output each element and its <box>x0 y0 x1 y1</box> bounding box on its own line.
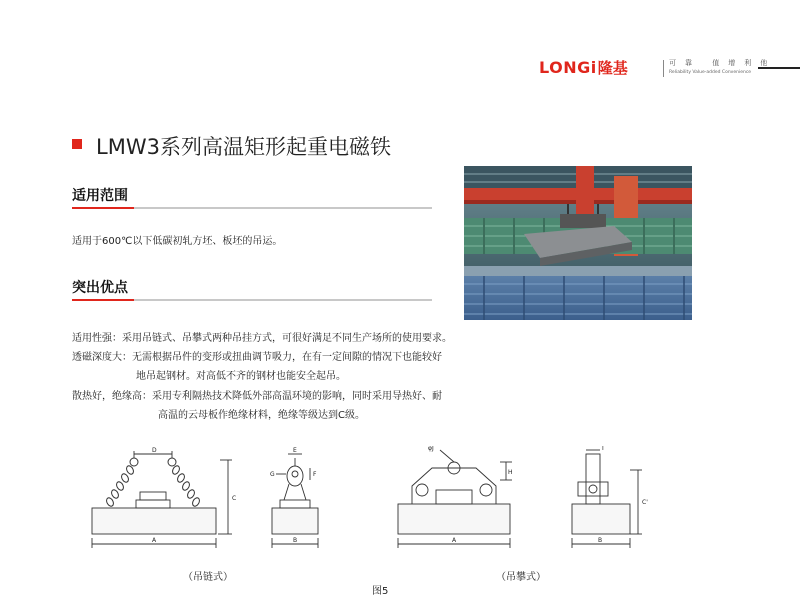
chain-front-view <box>92 451 232 548</box>
caption-chain-type: （吊链式） <box>183 572 233 583</box>
logo-divider <box>663 60 664 77</box>
brand-logo <box>539 58 628 76</box>
dimension-drawings <box>60 446 660 556</box>
tagline-chinese: 可靠 值增利他 <box>669 59 777 67</box>
figure-label: 图5 <box>372 586 389 597</box>
product-photo <box>464 166 692 320</box>
advantage-line: 散热好，绝缘高：采用专利隔热技术降低外部高温环境的影响，同时采用导热好、耐 <box>72 391 442 402</box>
dim-label-a: A <box>152 537 157 544</box>
section-rule-accent <box>72 299 134 301</box>
scope-text: 适用于600℃以下低碳初轧方坯、板坯的吊运。 <box>72 236 283 247</box>
dim-label-h: H <box>508 469 513 476</box>
advantage-line: 透磁深度大：无需根据吊件的变形或扭曲调节吸力，在有一定间隙的情况下也能较好 <box>72 352 442 363</box>
advantage-line: 高温的云母板作绝缘材料，绝缘等级达到C级。 <box>158 410 365 421</box>
dim-label-b2: B <box>598 537 603 544</box>
header-rule <box>758 67 800 69</box>
page-title: LMW3系列高温矩形起重电磁铁 <box>96 135 391 159</box>
dim-label-a2: A <box>452 537 457 544</box>
plate-front-view <box>398 450 512 548</box>
tagline-english: Reliability Value-added Convenience <box>669 70 752 75</box>
section-rule <box>134 207 432 209</box>
advantage-line: 适用性强：采用吊链式、吊攀式两种吊挂方式，可很好满足不同生产场所的使用要求。 <box>72 333 452 344</box>
logo-chinese: 隆基 <box>597 58 628 77</box>
dim-label-g: G <box>270 471 275 478</box>
dim-label-i: I <box>602 446 604 452</box>
chain-side-view <box>272 454 318 548</box>
section-rule-accent <box>72 207 134 209</box>
dim-label-j: φJ <box>428 446 434 452</box>
section-rule <box>134 299 432 301</box>
title-square-icon <box>72 139 82 149</box>
dim-label-c: C <box>232 495 237 502</box>
dim-label-b: B <box>293 537 298 544</box>
dim-label-c2: C' <box>642 499 648 506</box>
advantage-line: 地吊起钢材。对高低不齐的钢材也能安全起吊。 <box>136 371 346 382</box>
dim-label-f: F <box>313 471 317 478</box>
dim-label-e: E <box>293 447 297 454</box>
caption-plate-type: （吊攀式） <box>496 572 546 583</box>
section-heading-advantages: 突出优点 <box>72 280 128 296</box>
section-heading-scope: 适用范围 <box>72 188 128 204</box>
dim-label-d: D <box>152 447 157 454</box>
plate-side-view <box>572 450 642 548</box>
logo-wordmark: LONGi <box>539 57 597 77</box>
